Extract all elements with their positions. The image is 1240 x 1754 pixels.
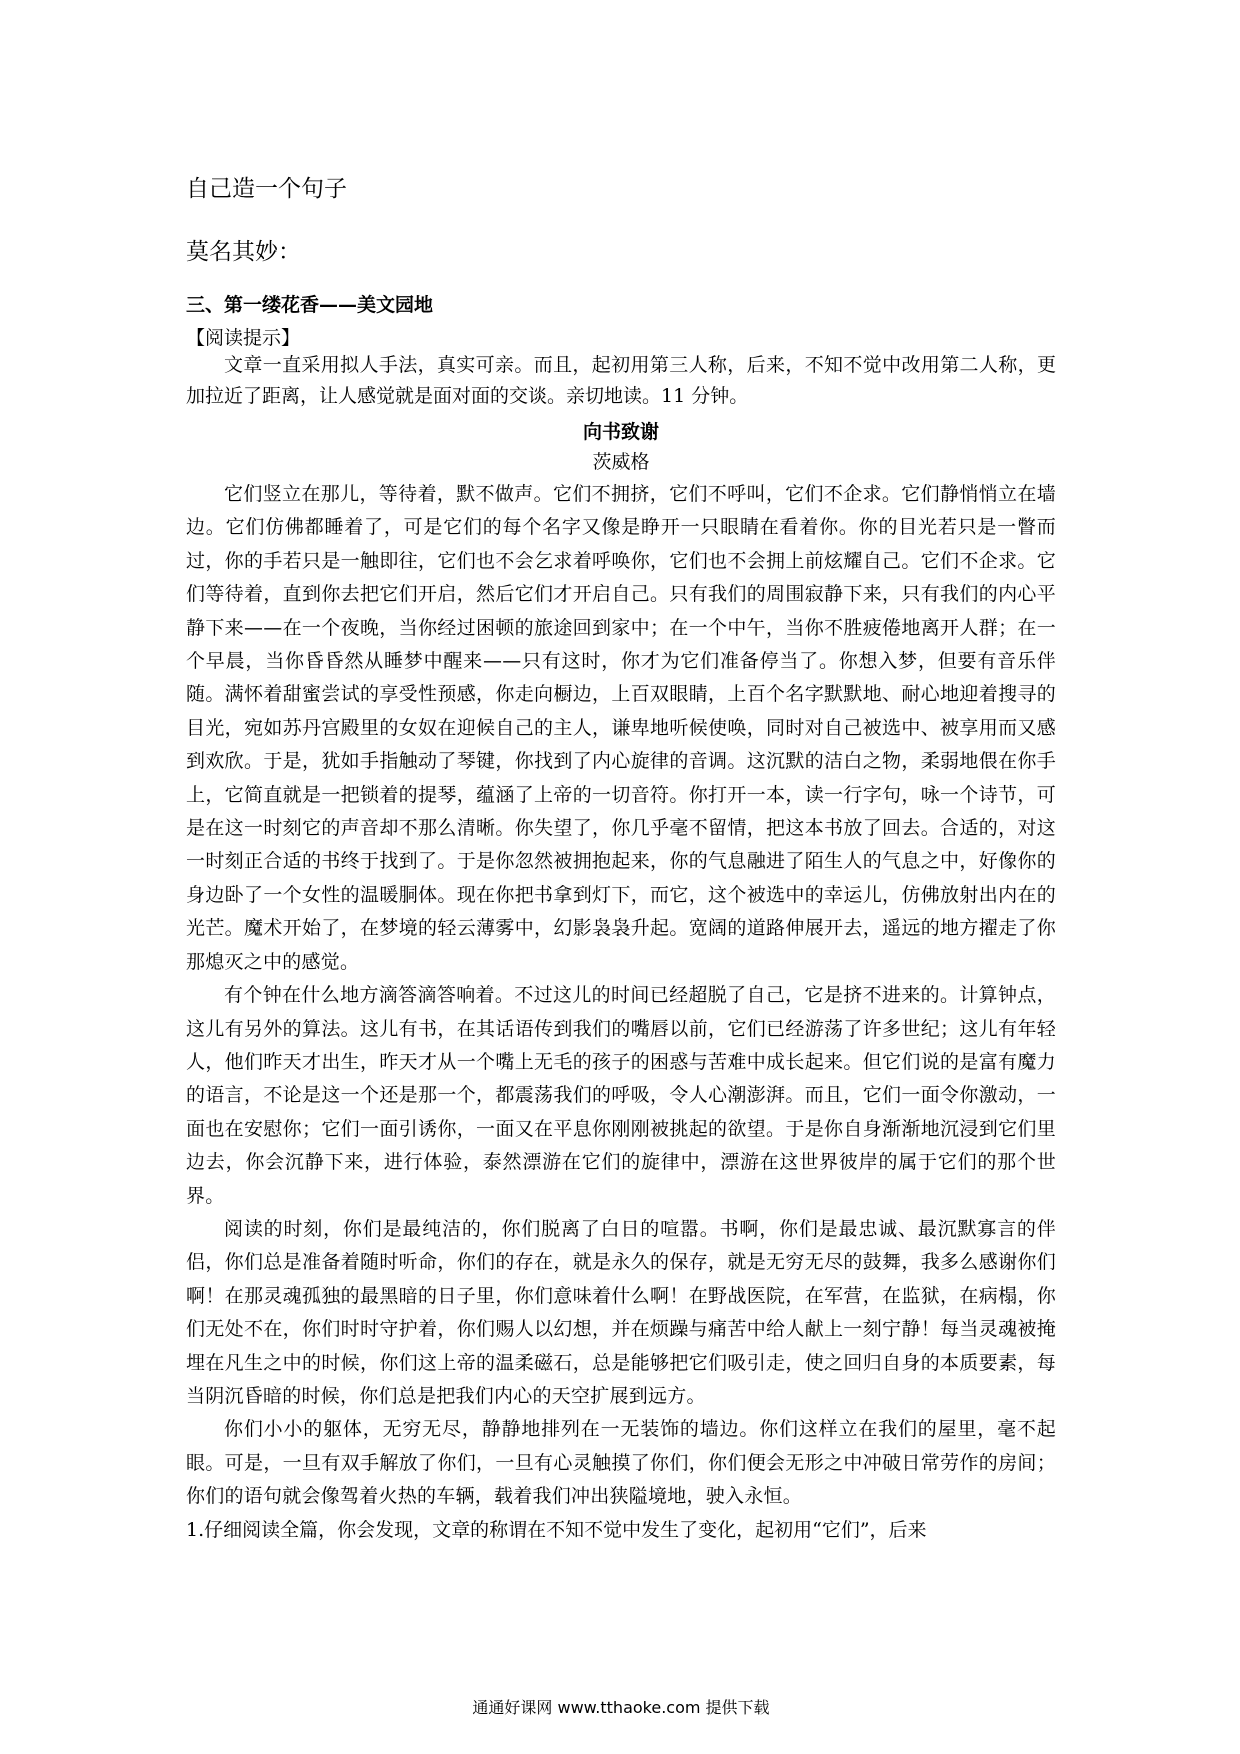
section-title: 三、第一缕花香——美文园地 bbox=[186, 294, 434, 316]
article-paragraph: 它们竖立在那儿，等待着，默不做声。它们不拥挤，它们不呼叫，它们不企求。它们静悄悄立在墙边。它们仿佛都睡着了，可是它们的每个名字又像是睁开一只眼睛在看着你。你的目光若只是一瞥而过，你的手若只是一触即往，它们也不会乞求着呼唤你，它们也不会拥上前炫耀自己。它们不企求。它们等待着，直到你去把它们开启，然后它们才开启自己。只有我们的周围寂静下来，只有我们的内心平静下来——在一个夜晚，当你经过困顿的旅途回到家中；在一个中午，当你不胜疲倦地离开人群；在一个早晨，当你昏昏然从睡梦中醒来——只有这时，你才为它们准备停当了。你想入梦，但要有音乐伴随。满怀着甜蜜尝试的享受性预感，你走向橱边，上百双眼睛，上百个名字默默地、耐心地迎着搜寻的目光，宛如苏丹宫殿里的女奴在迎候自己的主人，谦卑地听候使唤，同时对自己被选中、被享用而又感到欢欣。于是，犹如手指触动了琴键，你找到了内心旋律的音调。这沉默的洁白之物，柔弱地偎在你手上，它简直就是一把锁着的提琴，蕴涵了上帝的一切音符。你打开一本，读一行字句，咏一个诗节，可是在这一时刻它的声音却不那么清晰。你失望了，你几乎毫不留情，把这本书放了回去。合适的，对这一时刻正合适的书终于找到了。于是你忽然被拥抱起来，你的气息融进了陌生人的气息之中，好像你的身边卧了一个女性的温暖胴体。现在你把书拿到灯下，而它，这个被选中的幸运儿，仿佛放射出内在的光芒。魔术开始了，在梦境的轻云薄雾中，幻影袅袅升起。宽阔的道路伸展开去，遥远的地方擢走了你那熄灭之中的感觉。 bbox=[186, 483, 1056, 973]
article-paragraph: 有个钟在什么地方滴答滴答响着。不过这儿的时间已经超脱了自己，它是挤不进来的。计算钟点，这儿有另外的算法。这儿有书，在其话语传到我们的嘴唇以前，它们已经游荡了许多世纪；这儿有年轻人，他们昨天才出生，昨天才从一个嘴上无毛的孩子的困惑与苦难中成长起来。但它们说的是富有魔力的语言，不论是这一个还是那一个，都震荡我们的呼吸，令人心潮澎湃。而且，它们一面令你激动，一面也在安慰你；它们一面引诱你，一面又在平息你刚刚被挑起的欲望。于是你自身渐渐地沉浸到它们里边去，你会沉静下来，进行体验，泰然漂游在它们的旋律中，漂游在这世界彼岸的属于它们的那个世界。 bbox=[186, 984, 1056, 1207]
article-paragraph: 你们小小的躯体，无穷无尽，静静地排列在一无装饰的墙边。你们这样立在我们的屋里，毫不起眼。可是，一旦有双手解放了你们，一旦有心灵触摸了你们，你们便会无形之中冲破日常劳作的房间；你们的语句就会像驾着火热的车辆，载着我们冲出狭隘境地，驶入永恒。 bbox=[186, 1418, 1056, 1508]
article-paragraph: 阅读的时刻，你们是最纯洁的，你们脱离了白日的喧嚣。书啊，你们是最忠诚、最沉默寡言的伴侣，你们总是准备着随时听命，你们的存在，就是永久的保存，就是无穷无尽的鼓舞，我多么感谢你们啊！在那灵魂孤独的最黑暗的日子里，你们意味着什么啊！在野战医院，在军营，在监狱，在病榻，你们无处不在，你们时时守护着，你们赐人以幻想，并在烦躁与痛苦中给人献上一刻宁静！每当灵魂被掩埋在凡生之中的时候，你们这上帝的温柔磁石，总是能够把它们吸引走，使之回归自身的本质要素，每当阴沉昏暗的时候，你们总是把我们内心的天空扩展到远方。 bbox=[186, 1217, 1056, 1407]
article-title: 向书致谢 bbox=[582, 421, 659, 443]
reading-tip-text: 文章一直采用拟人手法，真实可亲。而且，起初用第三人称，后来，不知不觉中改用第二人称，更加拉近了距离，让人感觉就是面对面的交谈。亲切地读。11 分钟。 bbox=[186, 354, 1056, 407]
sentence-prompt: 自己造一个句子 bbox=[186, 176, 347, 202]
reading-tip-label: 【阅读提示】 bbox=[186, 327, 301, 349]
question-1: 1.仔细阅读全篇，你会发现，文章的称谓在不知不觉中发生了变化，起初用“它们”，后来 bbox=[186, 1518, 927, 1541]
document-page bbox=[186, 0, 1056, 1754]
article-author: 茨威格 bbox=[592, 451, 650, 473]
article-body bbox=[186, 478, 1056, 1547]
page-footer: 通通好课网 www.tthaoke.com 提供下载 bbox=[472, 1698, 770, 1717]
idiom-prompt: 莫名其妙： bbox=[186, 239, 301, 265]
